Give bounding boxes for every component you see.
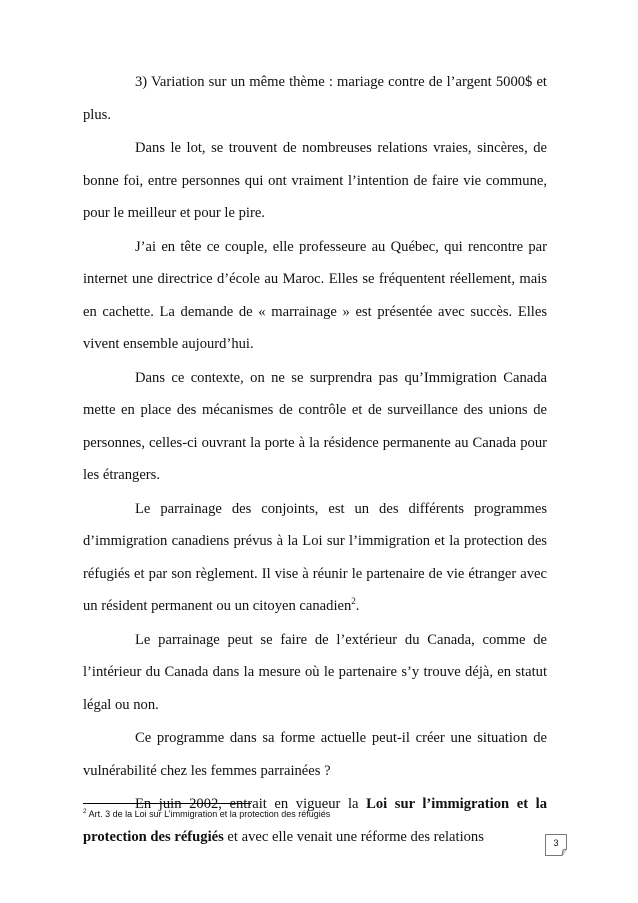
footnote-separator — [83, 803, 251, 804]
footnote-number: 2 — [83, 808, 87, 815]
paragraph-4: Dans ce contexte, on ne se surprendra pas qu’Immigration Canada mette en place des mécanismes de contrôle et de surveillance des unions de personnes, celles-ci ouvrant la porte à la résidence permanente au Canada pour les étrangers. — [83, 369, 547, 483]
footnote-reference[interactable]: 2 — [351, 596, 356, 607]
paragraph-5 — [83, 493, 547, 623]
paragraph-8 — [83, 788, 547, 853]
page-number: 3 — [553, 838, 559, 848]
paragraph-2: Dans le lot, se trouvent de nombreuses relations vraies, sincères, de bonne foi, entre personnes qui ont vraiment l’intention de faire vie commune, pour le meilleur et pour le pire. — [83, 140, 547, 221]
paragraph-7: Ce programme dans sa forme actuelle peut-il créer une situation de vulnérabilité chez les femmes parrainées ? — [83, 730, 547, 779]
footnote-text: Art. 3 de la Loi sur L’immigration et la protection des réfugiés — [88, 809, 331, 819]
paragraph-6: Le parrainage peut se faire de l’extérieur du Canada, comme de l’intérieur du Canada dans la mesure où le partenaire s’y trouve déjà, en statut légal ou non. — [83, 631, 547, 713]
body-text — [83, 66, 547, 854]
paragraph-1: 3) Variation sur un même thème : mariage contre de l’argent 5000$ et plus. — [83, 74, 547, 123]
paragraph-8-before: En juin 2002, entrait en vigueur la — [135, 796, 367, 812]
paragraph-8-after: et avec elle venait une réforme des relations — [223, 828, 484, 845]
footnote — [83, 809, 553, 819]
law-title-bold: Loi sur l’immigration et la protection des réfugiés — [83, 796, 547, 845]
paragraph-5-text: Le parrainage des conjoints, est un des différents programmes d’immigration canadiens prévus à la Loi sur l’immigration et la protection des réfugiés et par son règlement. Il vise à réunir le partenaire de vie étranger avec un résident permanent ou un citoyen canadien — [83, 500, 547, 614]
page-number-box — [545, 834, 571, 856]
paragraph-5-end: . — [355, 598, 360, 614]
paragraph-3: J’ai en tête ce couple, elle professeure au Québec, qui rencontre par internet une directrice d’école au Maroc. Elles se fréquentent réellement, mais en cachette. La demande de « marrainage » est présentée avec succès. Elles vivent ensemble aujourd’hui. — [83, 238, 547, 352]
